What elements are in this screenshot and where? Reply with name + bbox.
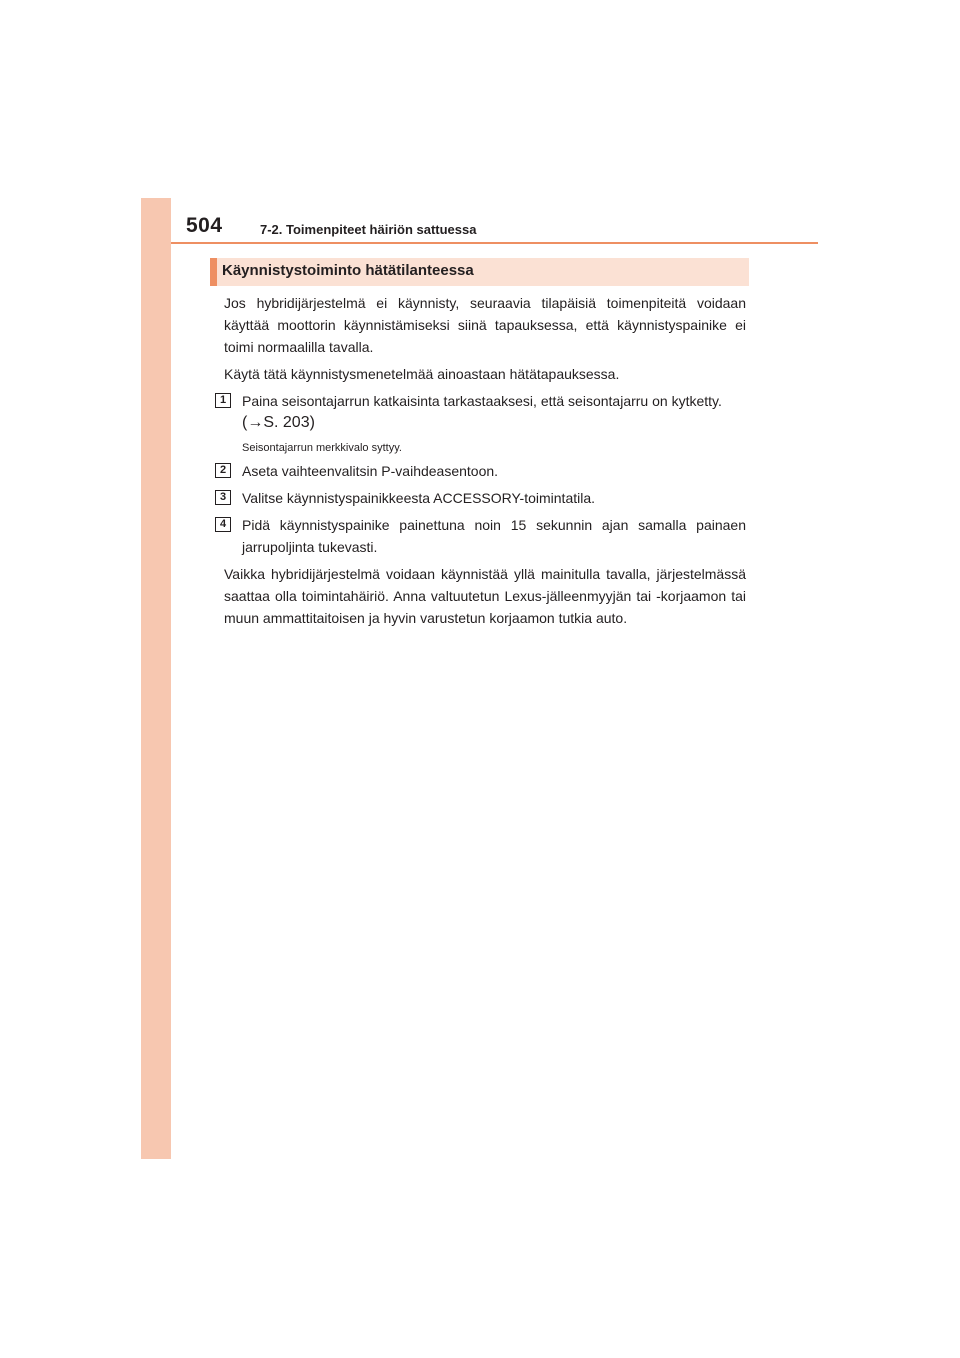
step-number-badge: 2 [215, 463, 231, 478]
step-item [219, 390, 746, 456]
step-number-badge: 4 [215, 517, 231, 532]
section-content [219, 292, 746, 629]
header-rule [171, 242, 818, 244]
step-number-badge: 1 [215, 393, 231, 408]
step-text: Paina seisontajarrun katkaisinta tarkastaaksesi, että seisontajarru on kytketty. [242, 393, 722, 409]
page-number: 504 [186, 214, 223, 237]
step-text: Valitse käynnistyspainikkeesta ACCESSORY-toimintatila. [242, 490, 596, 506]
page-reference: (→S. 203) [242, 414, 315, 431]
step-text: Aseta vaihteenvalitsin P-vaihdeasentoon. [242, 463, 499, 479]
step-note: Seisontajarrun merkkivalo syttyy. [242, 442, 402, 454]
section-path: 7-2. Toimenpiteet häiriön sattuessa [260, 222, 477, 237]
step-text: Pidä käynnistyspainike painettuna noin 15 sekunnin ajan samalla painaen jarrupoljinta tukevasti. [242, 517, 746, 555]
emergency-note: Käytä tätä käynnistysmenetelmää ainoastaan hätätapauksessa. [224, 366, 620, 382]
intro-paragraph: Jos hybridijärjestelmä ei käynnisty, seuraavia tilapäisiä toimenpiteitä voidaan käyttää moottorin käynnistämiseksi siinä tapauksessa, että käynnistyspainike ei toimi normaalilla tavalla. [224, 295, 746, 355]
step-number-badge: 3 [215, 490, 231, 505]
step-item [219, 487, 746, 509]
step-item [219, 514, 746, 558]
closing-paragraph: Vaikka hybridijärjestelmä voidaan käynnistää yllä mainitulla tavalla, järjestelmässä saattaa olla toimintahäiriö. Anna valtuutetun Lexus-jälleenmyyjän tai -korjaamon tai muun ammattitaitoisen ja hyvin varustetun korjaamon tutkia auto. [224, 566, 746, 626]
side-strip [141, 198, 171, 1159]
step-item [219, 460, 746, 482]
section-title: Käynnistystoiminto hätätilanteessa [222, 262, 474, 279]
